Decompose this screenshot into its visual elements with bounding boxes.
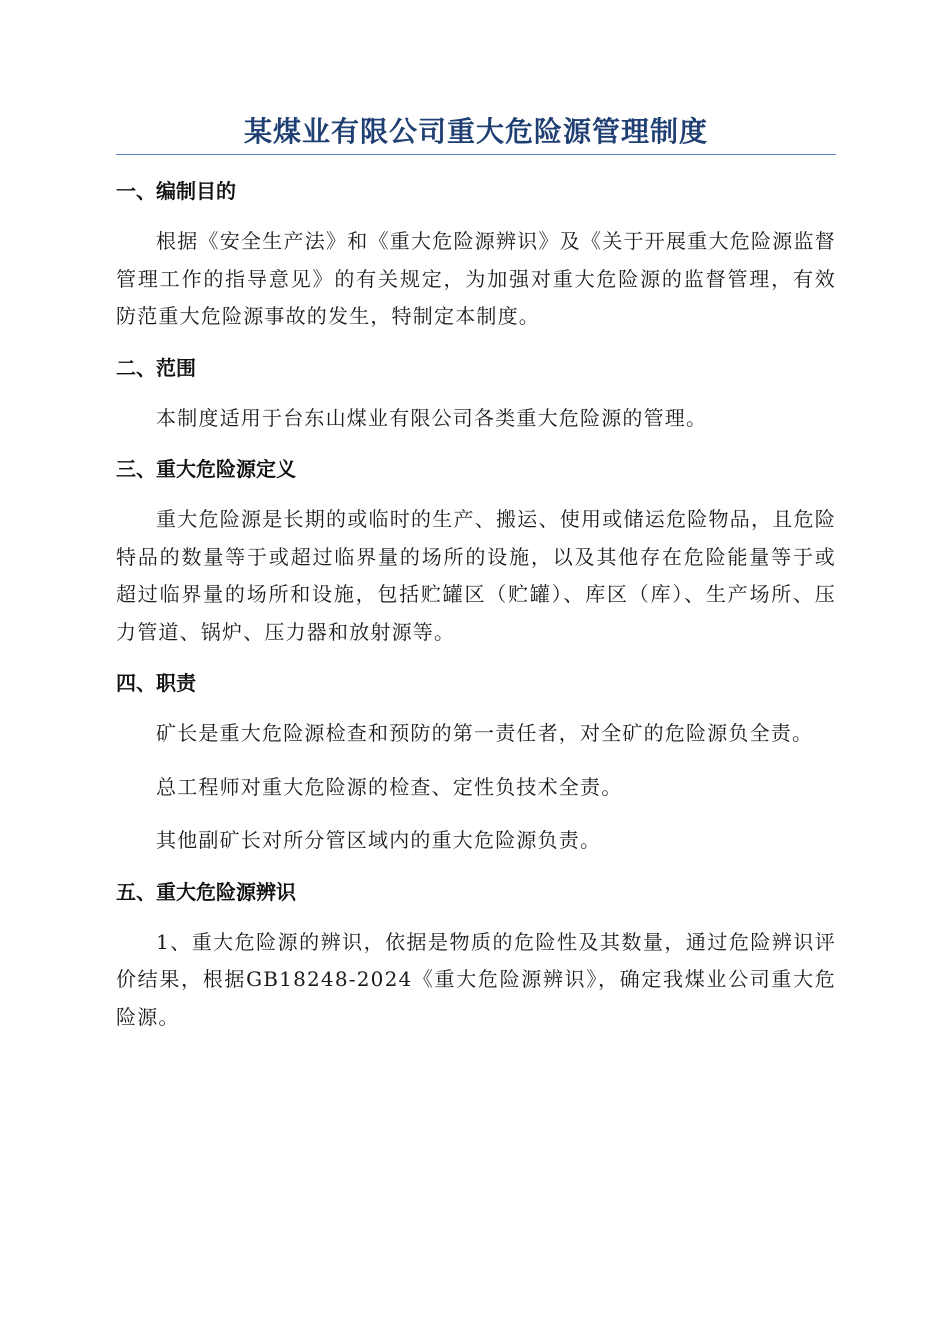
section-identification (116, 878, 836, 1037)
section-purpose (116, 177, 836, 336)
section-heading: 三、重大危险源定义 (116, 457, 296, 481)
section-responsibilities (116, 669, 836, 860)
section-scope (116, 354, 836, 438)
section-heading: 一、编制目的 (116, 179, 236, 203)
title-underline (116, 154, 836, 155)
paragraph: 1、重大危险源的辨识，依据是物质的危险性及其数量，通过危险辨识评价结果，根据GB18248-2024《重大危险源辨识》，确定我煤业公司重大危险源。 (116, 929, 836, 1029)
document-page (116, 112, 836, 1054)
paragraph: 矿长是重大危险源检查和预防的第一责任者，对全矿的危险源负全责。 (156, 721, 814, 745)
paragraph: 本制度适用于台东山煤业有限公司各类重大危险源的管理。 (156, 405, 708, 430)
paragraph: 其他副矿长对所分管区域内的重大危险源负责。 (156, 828, 602, 852)
section-heading: 四、职责 (116, 671, 196, 695)
section-heading: 五、重大危险源辨识 (116, 879, 296, 904)
paragraph: 根据《安全生产法》和《重大危险源辨识》及《关于开展重大危险源监督管理工作的指导意见》的有关规定，为加强对重大危险源的监督管理，有效防范重大危险源事故的发生，特制定本制度。 (116, 229, 836, 328)
section-heading: 二、范围 (116, 355, 196, 380)
section-definition (116, 455, 836, 651)
document-title: 某煤业有限公司重大危险源管理制度 (243, 115, 708, 148)
paragraph: 重大危险源是长期的或临时的生产、搬运、使用或储运危险物品，且危险特品的数量等于或超过临界量的场所的设施，以及其他存在危险能量等于或超过临界量的场所和设施，包括贮罐区（贮罐）、库区（库）、生产场所、压力管道、锅炉、压力器和放射源等。 (116, 507, 836, 644)
paragraph: 总工程师对重大危险源的检查、定性负技术全责。 (156, 774, 623, 799)
